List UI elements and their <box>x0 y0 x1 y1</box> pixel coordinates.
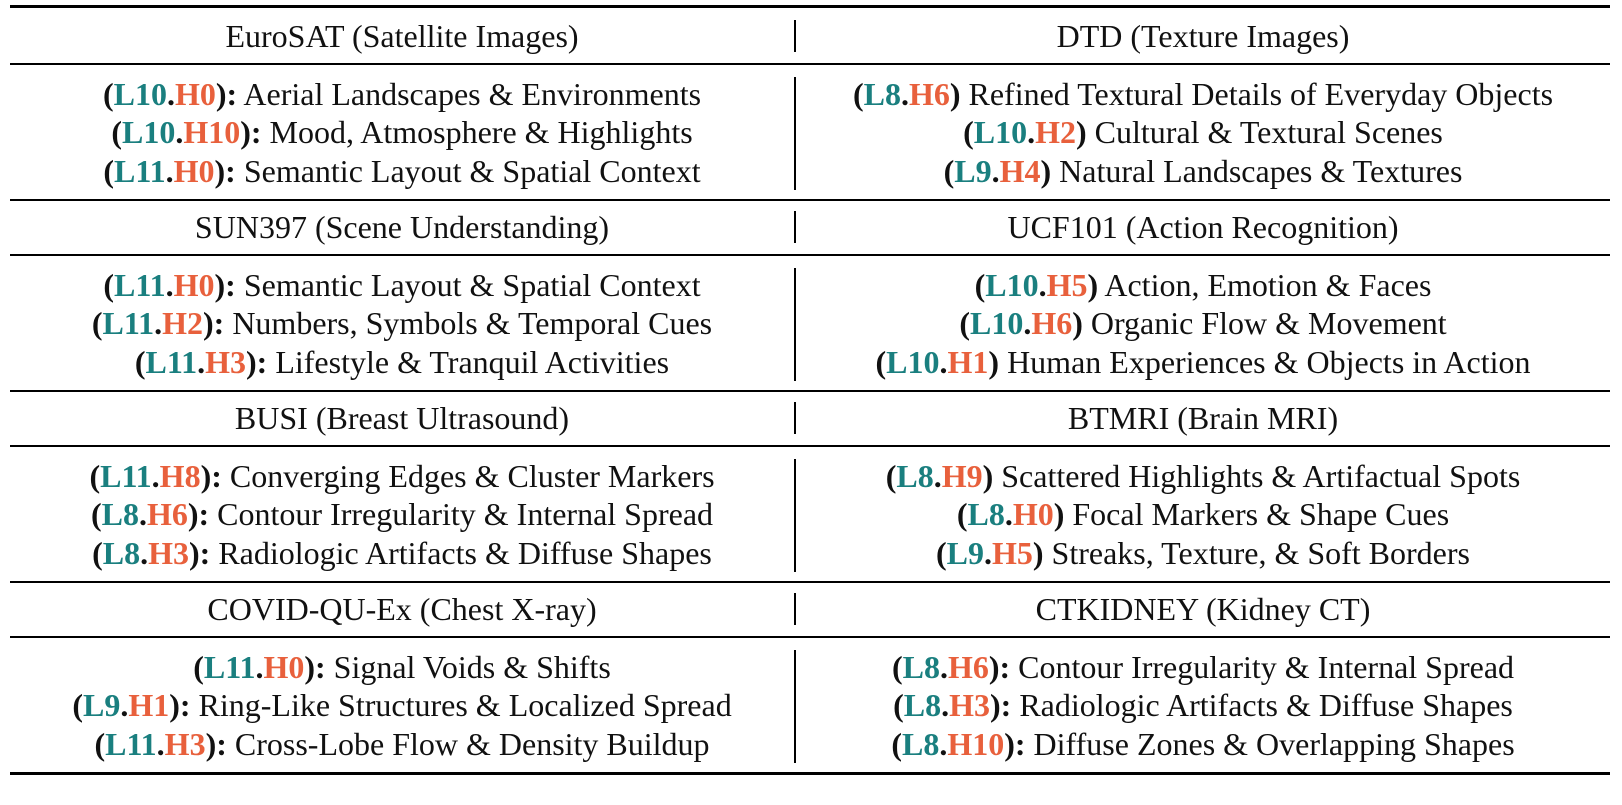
close-paren: ) <box>1076 114 1087 151</box>
dot: . <box>140 534 149 571</box>
head-entry <box>103 152 700 191</box>
concept-description: Semantic Layout & Spatial Context <box>243 266 701 303</box>
close-paren: ) <box>169 687 180 724</box>
dot: . <box>984 534 992 571</box>
concept-description: Cross-Lobe Flow & Density Buildup <box>234 725 710 762</box>
attention-head-row <box>10 256 1610 391</box>
head-label: H1 <box>947 343 989 380</box>
dataset-name: SUN397 (Scene Understanding) <box>194 209 610 245</box>
attention-head-row <box>10 638 1610 773</box>
close-paren: ) <box>988 343 1000 380</box>
layer-label: L10 <box>886 343 940 380</box>
head-label: H0 <box>173 152 215 189</box>
dataset-header-right <box>796 581 1610 637</box>
attention-head-table <box>10 0 1610 805</box>
concept-description: Radiologic Artifacts & Diffuse Shapes <box>1019 687 1513 724</box>
head-entry <box>886 457 1521 496</box>
colon: : <box>225 152 236 189</box>
open-paren: ( <box>111 114 122 151</box>
concept-description: Semantic Layout & Spatial Context <box>243 152 701 189</box>
head-label: H3 <box>205 343 247 380</box>
head-list-left <box>10 65 794 200</box>
close-paren: ) <box>240 114 251 151</box>
head-entry <box>876 343 1531 382</box>
head-entry <box>92 304 712 343</box>
layer-label: L8 <box>101 496 139 533</box>
head-entry <box>944 152 1463 191</box>
dot: . <box>939 725 948 762</box>
layer-label: L8 <box>863 75 901 112</box>
head-entry <box>193 648 611 687</box>
dot: . <box>933 457 942 494</box>
column-divider <box>794 593 796 625</box>
head-label: H10 <box>947 725 1005 762</box>
dataset-name: EuroSAT (Satellite Images) <box>225 18 579 54</box>
concept-description: Contour Irregularity & Internal Spread <box>217 496 714 533</box>
close-paren: ) <box>246 343 257 380</box>
colon: : <box>256 343 268 380</box>
concept-description: Human Experiences & Objects in Action <box>1007 343 1531 380</box>
head-label: H0 <box>263 648 305 685</box>
concept-description: Signal Voids & Shifts <box>333 648 611 685</box>
open-paren: ( <box>91 305 103 342</box>
close-paren: ) <box>200 457 212 494</box>
dataset-header-row <box>10 8 1610 64</box>
head-list-right <box>796 638 1610 773</box>
close-paren: ) <box>215 75 227 112</box>
head-entry <box>92 534 712 573</box>
concept-description: Streaks, Texture, & Soft Borders <box>1051 534 1470 571</box>
concept-description: Converging Edges & Cluster Markers <box>229 457 715 494</box>
head-list-left <box>10 256 794 391</box>
attention-head-row <box>10 65 1610 200</box>
head-list-right <box>796 256 1610 391</box>
colon: : <box>213 305 225 342</box>
column-divider <box>794 77 796 190</box>
open-paren: ( <box>943 152 955 189</box>
colon: : <box>1000 687 1012 724</box>
dataset-header-row <box>10 390 1610 446</box>
bottom-rule <box>10 772 1610 775</box>
column-divider <box>794 459 796 572</box>
close-paren: ) <box>1032 534 1044 571</box>
close-paren: ) <box>949 75 961 112</box>
dataset-name: UCF101 (Action Recognition) <box>1007 209 1399 245</box>
column-divider <box>794 211 796 243</box>
layer-label: L11 <box>145 343 198 380</box>
dot: . <box>941 687 950 724</box>
head-entry <box>975 266 1432 305</box>
head-label: H3 <box>164 725 206 762</box>
open-paren: ( <box>94 725 106 762</box>
concept-description: Diffuse Zones & Overlapping Shapes <box>1033 725 1515 762</box>
dataset-header-right <box>796 390 1610 446</box>
dot: . <box>1038 266 1047 303</box>
close-paren: ) <box>205 725 217 762</box>
column-divider <box>794 20 796 52</box>
dot: . <box>197 343 206 380</box>
layer-label: L9 <box>82 687 121 724</box>
close-paren: ) <box>1004 725 1015 762</box>
head-entry <box>103 266 700 305</box>
close-paren: ) <box>304 648 315 685</box>
head-list-right <box>796 447 1610 582</box>
dataset-header-left <box>10 199 794 255</box>
head-entry <box>89 457 714 496</box>
dataset-header-right <box>796 199 1610 255</box>
dataset-header-left <box>10 581 794 637</box>
colon: : <box>315 648 326 685</box>
attention-head-row <box>10 447 1610 582</box>
colon: : <box>211 457 222 494</box>
dataset-name: BTMRI (Brain MRI) <box>1067 400 1339 436</box>
open-paren: ( <box>89 457 101 494</box>
dot: . <box>175 114 184 151</box>
layer-label: L11 <box>114 266 166 303</box>
dot: . <box>151 457 160 494</box>
head-label: H5 <box>992 534 1033 571</box>
layer-label: L9 <box>954 152 992 189</box>
dot: . <box>991 152 1000 189</box>
concept-description: Numbers, Symbols & Temporal Cues <box>232 305 713 342</box>
close-paren: ) <box>990 687 1001 724</box>
head-label: H8 <box>159 457 201 494</box>
layer-label: L11 <box>100 457 152 494</box>
head-list-left <box>10 447 794 582</box>
head-label: H1 <box>128 687 170 724</box>
colon: : <box>216 725 227 762</box>
open-paren: ( <box>92 534 103 571</box>
layer-label: L11 <box>105 725 157 762</box>
head-label: H10 <box>183 114 241 151</box>
dataset-header-row <box>10 581 1610 637</box>
close-paren: ) <box>1053 496 1065 533</box>
dot: . <box>154 305 163 342</box>
head-entry <box>891 725 1514 764</box>
head-label: H3 <box>949 687 991 724</box>
open-paren: ( <box>103 152 115 189</box>
colon: : <box>250 114 262 151</box>
concept-description: Radiologic Artifacts & Diffuse Shapes <box>218 534 712 571</box>
head-label: H0 <box>174 75 216 112</box>
dot: . <box>120 687 129 724</box>
head-label: H6 <box>146 496 188 533</box>
head-list-left <box>10 638 794 773</box>
head-entry <box>72 686 731 725</box>
open-paren: ( <box>956 496 968 533</box>
dataset-header-left <box>10 8 794 64</box>
head-label: H5 <box>1046 266 1088 303</box>
concept-description: Refined Textural Details of Everyday Objects <box>968 75 1554 112</box>
close-paren: ) <box>988 648 1000 685</box>
dot: . <box>939 343 948 380</box>
layer-label: L10 <box>122 114 176 151</box>
close-paren: ) <box>187 496 199 533</box>
dot: . <box>255 648 264 685</box>
dot: . <box>939 648 948 685</box>
close-paren: ) <box>1087 266 1099 303</box>
head-label: H2 <box>162 305 203 342</box>
open-paren: ( <box>891 648 903 685</box>
concept-description: Ring-Like Structures & Localized Spread <box>198 687 732 724</box>
colon: : <box>999 648 1011 685</box>
dataset-header-row <box>10 199 1610 255</box>
open-paren: ( <box>936 534 947 571</box>
concept-description: Scattered Highlights & Artifactual Spots <box>1001 457 1521 494</box>
layer-label: L8 <box>903 687 942 724</box>
open-paren: ( <box>90 496 102 533</box>
concept-description: Contour Irregularity & Internal Spread <box>1018 648 1515 685</box>
dot: . <box>165 266 174 303</box>
layer-label: L8 <box>102 534 141 571</box>
dot: . <box>1004 496 1013 533</box>
dot: . <box>900 75 909 112</box>
head-label: H6 <box>1031 305 1073 342</box>
head-label: H0 <box>1012 496 1054 533</box>
concept-description: Aerial Landscapes & Environments <box>243 75 702 112</box>
dataset-name: BUSI (Breast Ultrasound) <box>234 400 570 436</box>
colon: : <box>179 687 191 724</box>
colon: : <box>225 266 236 303</box>
column-divider <box>794 650 796 763</box>
open-paren: ( <box>102 75 114 112</box>
colon: : <box>1014 725 1026 762</box>
head-entry <box>892 648 1514 687</box>
close-paren: ) <box>982 457 994 494</box>
layer-label: L10 <box>985 266 1039 303</box>
layer-label: L10 <box>113 75 167 112</box>
layer-label: L11 <box>203 648 256 685</box>
concept-description: Cultural & Textural Scenes <box>1094 114 1443 151</box>
open-paren: ( <box>103 266 115 303</box>
head-entry <box>111 113 692 152</box>
head-label: H6 <box>908 75 950 112</box>
concept-description: Mood, Atmosphere & Highlights <box>269 114 693 151</box>
close-paren: ) <box>1072 305 1083 342</box>
open-paren: ( <box>852 75 864 112</box>
open-paren: ( <box>959 305 970 342</box>
open-paren: ( <box>891 725 902 762</box>
colon: : <box>199 534 211 571</box>
concept-description: Action, Emotion & Faces <box>1104 266 1432 303</box>
layer-label: L8 <box>967 496 1005 533</box>
colon: : <box>226 75 238 112</box>
concept-description: Natural Landscapes & Textures <box>1059 152 1463 189</box>
head-entry <box>959 304 1446 343</box>
head-label: H0 <box>173 266 215 303</box>
head-list-right <box>796 65 1610 200</box>
head-label: H4 <box>999 152 1041 189</box>
layer-label: L10 <box>969 305 1024 342</box>
head-label: H3 <box>148 534 190 571</box>
close-paren: ) <box>214 152 226 189</box>
open-paren: ( <box>963 114 974 151</box>
layer-label: L11 <box>102 305 155 342</box>
open-paren: ( <box>875 343 887 380</box>
open-paren: ( <box>974 266 986 303</box>
head-entry <box>103 75 701 114</box>
open-paren: ( <box>72 687 83 724</box>
layer-label: L9 <box>946 534 984 571</box>
head-entry <box>936 534 1470 573</box>
concept-description: Focal Markers & Shape Cues <box>1072 496 1450 533</box>
open-paren: ( <box>134 343 146 380</box>
dataset-name: COVID-QU-Ex (Chest X-ray) <box>207 591 597 627</box>
dot: . <box>138 496 147 533</box>
head-entry <box>963 113 1443 152</box>
layer-label: L8 <box>902 725 940 762</box>
head-label: H2 <box>1035 114 1077 151</box>
dot: . <box>1027 114 1036 151</box>
head-entry <box>135 343 669 382</box>
dataset-header-right <box>796 8 1610 64</box>
dot: . <box>165 152 174 189</box>
head-label: H6 <box>947 648 989 685</box>
head-entry <box>853 75 1553 114</box>
close-paren: ) <box>1040 152 1052 189</box>
concept-description: Lifestyle & Tranquil Activities <box>275 343 670 380</box>
head-entry <box>94 725 709 764</box>
dot: . <box>166 75 175 112</box>
concept-description: Organic Flow & Movement <box>1090 305 1447 342</box>
close-paren: ) <box>214 266 226 303</box>
dot: . <box>1023 305 1032 342</box>
layer-label: L8 <box>896 457 934 494</box>
layer-label: L11 <box>114 152 166 189</box>
dataset-name: DTD (Texture Images) <box>1056 18 1350 54</box>
head-label: H9 <box>941 457 983 494</box>
close-paren: ) <box>203 305 214 342</box>
head-entry <box>91 495 713 534</box>
dataset-name: CTKIDNEY (Kidney CT) <box>1035 591 1371 627</box>
open-paren: ( <box>885 457 897 494</box>
open-paren: ( <box>893 687 904 724</box>
layer-label: L8 <box>902 648 940 685</box>
dot: . <box>156 725 165 762</box>
dataset-header-left <box>10 390 794 446</box>
head-entry <box>957 495 1449 534</box>
layer-label: L10 <box>973 114 1028 151</box>
column-divider <box>794 268 796 381</box>
column-divider <box>794 402 796 434</box>
open-paren: ( <box>193 648 204 685</box>
head-entry <box>893 686 1513 725</box>
colon: : <box>198 496 210 533</box>
close-paren: ) <box>189 534 200 571</box>
